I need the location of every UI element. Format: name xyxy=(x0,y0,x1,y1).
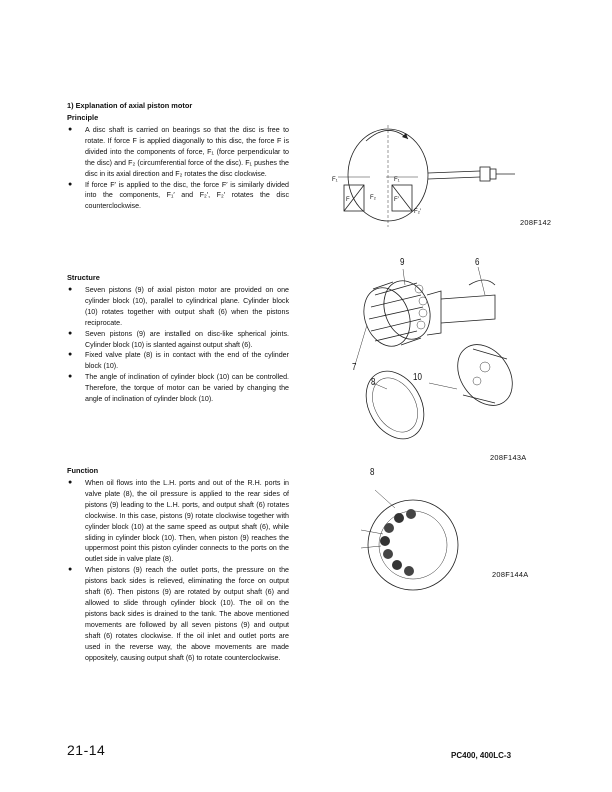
piston-ring xyxy=(380,509,416,576)
bearing xyxy=(480,167,490,181)
cylinder-block xyxy=(356,274,438,352)
label-fprime: F′ xyxy=(394,197,399,203)
page-number: 21-14 xyxy=(67,742,106,758)
model-label: PC400, 400LC-3 xyxy=(451,751,512,760)
leader-8-fig3 xyxy=(375,490,395,508)
principle-list xyxy=(67,125,289,212)
callout-8-fig3: 8 xyxy=(370,467,375,478)
function-heading: Function xyxy=(67,466,99,475)
port-line xyxy=(361,530,383,534)
label-f: F xyxy=(346,197,350,203)
callout-6: 6 xyxy=(475,257,480,268)
valve-plate-figure xyxy=(355,470,475,600)
principle-bullet: ● If force F′ is applied to the disc, the force F′ is similarly divided into the components, F₁′ and F₂′, F₂′ rotates the disc counterclockwise. xyxy=(67,180,289,213)
function-bullet: ● When pistons (9) reach the outlet ports, the pressure on the pistons back sides is relieved, eliminating the force on output shaft (6). Then pistons (9) are rotated by output shaft (6) and allowed to slide through cylinder block (10). The oil on the pistons back sides is drained to the tank. The above mentioned movements are followed by all seven pistons (9) and output shaft (6) rotates clockwise. If the oil inlet and outlet ports are used in the reverse way, the above movements are made oppositely, causing output shaft (6) to rotate counterclockwise. xyxy=(67,565,289,663)
force-diagram-figure xyxy=(330,115,545,230)
callout-9: 9 xyxy=(400,257,405,268)
label-f2: F₂ xyxy=(370,195,376,201)
leader-9 xyxy=(403,269,405,285)
callout-8: 8 xyxy=(371,377,376,388)
section-title: 1) Explanation of axial piston motor xyxy=(67,101,193,110)
rotation-arrowhead xyxy=(402,133,408,139)
bearing-outer xyxy=(490,169,496,179)
structure-bullet: ● Fixed valve plate (8) is in contact with the end of the cylinder block (10). xyxy=(67,350,289,372)
leader-10 xyxy=(429,383,457,389)
label-f1-right: F₁ xyxy=(394,177,400,183)
callout-10: 10 xyxy=(413,372,422,383)
label-f2prime: F₂′ xyxy=(414,209,422,215)
structure-bullet: ● Seven pistons (9) of axial piston motor are provided on one cylinder block (10), parallel to cylindrical plane. Cylinder block (10) rotates together with output shaft (6) when the pistons reciprocate. xyxy=(67,285,289,329)
cylinder-block-detail xyxy=(446,334,523,416)
structure-bullet: ● Seven pistons (9) are installed on disc-like spherical joints. Cylinder block (10) is slanted against output shaft (6). xyxy=(67,329,289,351)
output-shaft xyxy=(427,280,495,335)
figure-code-2: 208F143A xyxy=(490,453,527,462)
motor-structure-figure xyxy=(345,255,545,450)
shaft xyxy=(428,171,480,179)
function-list xyxy=(67,478,289,663)
pistons xyxy=(369,283,427,341)
leader-6 xyxy=(478,267,485,295)
structure-bullet: ● The angle of inclination of cylinder block (10) can be controlled. Therefore, the torque of motor can be varied by changing the angle of inclination of cylinder block (10). xyxy=(67,372,289,405)
figure-code-1: 208F142 xyxy=(520,218,552,227)
leader-7 xyxy=(355,325,367,365)
principle-heading: Principle xyxy=(67,113,99,122)
label-f1-left: F₁ xyxy=(332,177,338,183)
callout-7: 7 xyxy=(352,362,357,373)
structure-list xyxy=(67,285,289,405)
structure-heading: Structure xyxy=(67,273,100,282)
figure-code-3: 208F144A xyxy=(492,570,529,579)
valve-plate xyxy=(354,361,435,449)
port-line xyxy=(361,546,381,548)
principle-bullet: ● A disc shaft is carried on bearings so that the disc is free to rotate. If force F is applied diagonally to this disc, the force F is divided into the components of force, F₁ (force perpendicular to the disc) and F₂ (circumferential force of the disc). F₁ pushes the disc in its axial direction and F₂ rotates the disc clockwise. xyxy=(67,125,289,180)
function-bullet: ● When oil flows into the L.H. ports and out of the R.H. ports in valve plate (8), the oil pressure is applied to the rear sides of pistons (9) leading to the L.H. ports, and output shaft (6) rotates clockwise. In this case, pistons (9) rotate clockwise together with cylinder block (10) at the same speed as output shaft (6), while sliding in cylinder block (10). Then, when piston (9) reaches the uppermost point this piston cylinder connects to the ports on the outlet side in valve plate (8). xyxy=(67,478,289,565)
